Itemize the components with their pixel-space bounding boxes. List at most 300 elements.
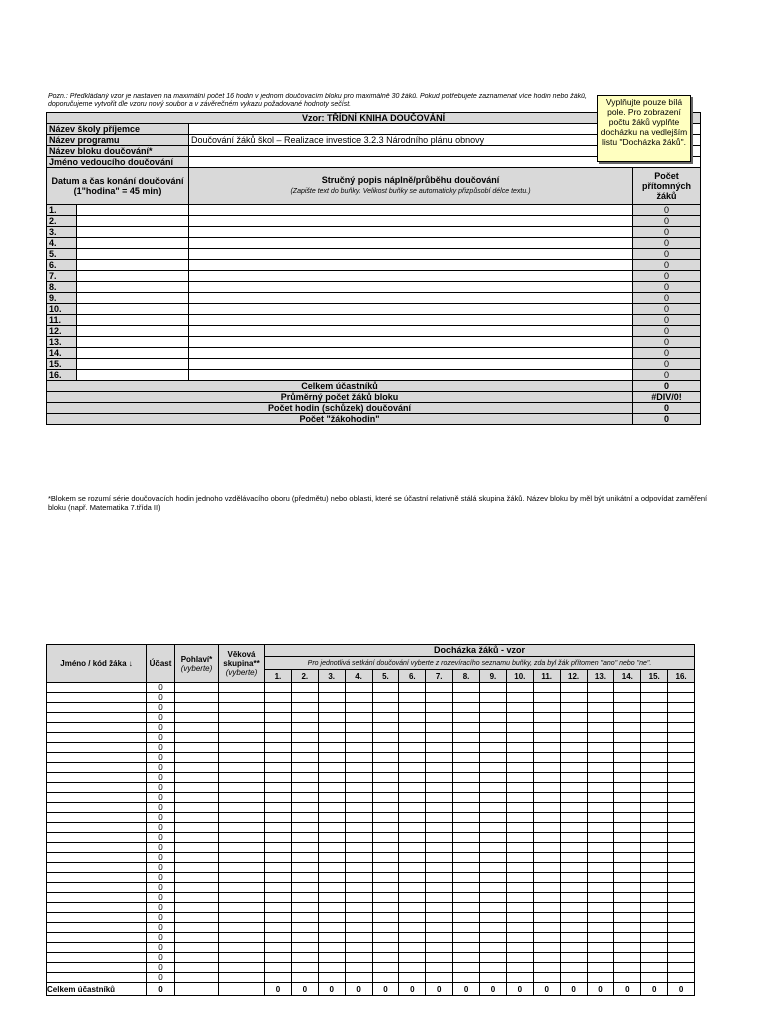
attendance-cell[interactable] xyxy=(587,843,614,853)
student-name-input[interactable] xyxy=(47,743,147,753)
date-input[interactable] xyxy=(77,337,189,348)
attendance-cell[interactable] xyxy=(399,863,426,873)
student-name-input[interactable] xyxy=(47,783,147,793)
attendance-cell[interactable] xyxy=(587,753,614,763)
attendance-cell[interactable] xyxy=(560,803,587,813)
attendance-cell[interactable] xyxy=(480,703,507,713)
attendance-cell[interactable] xyxy=(265,903,292,913)
attendance-cell[interactable] xyxy=(372,723,399,733)
attendance-cell[interactable] xyxy=(506,823,533,833)
description-input[interactable] xyxy=(189,293,633,304)
attendance-cell[interactable] xyxy=(641,953,668,963)
attendance-cell[interactable] xyxy=(345,843,372,853)
attendance-cell[interactable] xyxy=(641,943,668,953)
vek-select[interactable] xyxy=(219,813,265,823)
attendance-cell[interactable] xyxy=(641,873,668,883)
attendance-cell[interactable] xyxy=(506,743,533,753)
attendance-cell[interactable] xyxy=(318,903,345,913)
attendance-cell[interactable] xyxy=(291,933,318,943)
attendance-cell[interactable] xyxy=(453,703,480,713)
attendance-cell[interactable] xyxy=(426,773,453,783)
attendance-cell[interactable] xyxy=(533,723,560,733)
attendance-cell[interactable] xyxy=(399,743,426,753)
attendance-cell[interactable] xyxy=(426,933,453,943)
attendance-cell[interactable] xyxy=(641,733,668,743)
attendance-cell[interactable] xyxy=(614,823,641,833)
vek-select[interactable] xyxy=(219,843,265,853)
attendance-cell[interactable] xyxy=(560,713,587,723)
attendance-cell[interactable] xyxy=(426,763,453,773)
attendance-cell[interactable] xyxy=(372,823,399,833)
attendance-cell[interactable] xyxy=(426,853,453,863)
attendance-cell[interactable] xyxy=(318,703,345,713)
attendance-cell[interactable] xyxy=(372,743,399,753)
attendance-cell[interactable] xyxy=(668,943,695,953)
attendance-cell[interactable] xyxy=(480,973,507,983)
field-value-input[interactable]: Doučování žáků škol – Realizace investice 3.2.3 Národního plánu obnovy xyxy=(189,135,701,146)
pohlavi-select[interactable] xyxy=(175,933,219,943)
attendance-cell[interactable] xyxy=(265,733,292,743)
description-input[interactable] xyxy=(189,326,633,337)
attendance-cell[interactable] xyxy=(318,963,345,973)
attendance-cell[interactable] xyxy=(533,743,560,753)
attendance-cell[interactable] xyxy=(318,973,345,983)
attendance-cell[interactable] xyxy=(560,703,587,713)
pohlavi-select[interactable] xyxy=(175,853,219,863)
attendance-cell[interactable] xyxy=(291,943,318,953)
attendance-cell[interactable] xyxy=(641,743,668,753)
attendance-cell[interactable] xyxy=(453,963,480,973)
attendance-cell[interactable] xyxy=(399,843,426,853)
attendance-cell[interactable] xyxy=(533,953,560,963)
attendance-cell[interactable] xyxy=(453,903,480,913)
attendance-cell[interactable] xyxy=(614,803,641,813)
attendance-cell[interactable] xyxy=(614,733,641,743)
attendance-cell[interactable] xyxy=(641,913,668,923)
attendance-cell[interactable] xyxy=(614,873,641,883)
attendance-cell[interactable] xyxy=(560,873,587,883)
attendance-cell[interactable] xyxy=(480,783,507,793)
date-input[interactable] xyxy=(77,326,189,337)
attendance-cell[interactable] xyxy=(560,913,587,923)
attendance-cell[interactable] xyxy=(345,863,372,873)
pohlavi-select[interactable] xyxy=(175,883,219,893)
attendance-cell[interactable] xyxy=(453,913,480,923)
attendance-cell[interactable] xyxy=(318,923,345,933)
student-name-input[interactable] xyxy=(47,863,147,873)
description-input[interactable] xyxy=(189,315,633,326)
vek-select[interactable] xyxy=(219,903,265,913)
attendance-cell[interactable] xyxy=(372,763,399,773)
attendance-cell[interactable] xyxy=(587,723,614,733)
attendance-cell[interactable] xyxy=(426,913,453,923)
attendance-cell[interactable] xyxy=(453,763,480,773)
attendance-cell[interactable] xyxy=(345,943,372,953)
vek-select[interactable] xyxy=(219,943,265,953)
attendance-cell[interactable] xyxy=(560,773,587,783)
vek-select[interactable] xyxy=(219,893,265,903)
attendance-cell[interactable] xyxy=(399,793,426,803)
attendance-cell[interactable] xyxy=(399,683,426,693)
attendance-cell[interactable] xyxy=(345,913,372,923)
date-input[interactable] xyxy=(77,304,189,315)
attendance-cell[interactable] xyxy=(506,713,533,723)
attendance-cell[interactable] xyxy=(453,723,480,733)
attendance-cell[interactable] xyxy=(480,793,507,803)
attendance-cell[interactable] xyxy=(372,773,399,783)
vek-select[interactable] xyxy=(219,773,265,783)
date-input[interactable] xyxy=(77,348,189,359)
attendance-cell[interactable] xyxy=(265,793,292,803)
attendance-cell[interactable] xyxy=(533,853,560,863)
attendance-cell[interactable] xyxy=(480,803,507,813)
attendance-cell[interactable] xyxy=(318,693,345,703)
attendance-cell[interactable] xyxy=(372,843,399,853)
attendance-cell[interactable] xyxy=(587,833,614,843)
attendance-cell[interactable] xyxy=(372,713,399,723)
attendance-cell[interactable] xyxy=(426,793,453,803)
pohlavi-select[interactable] xyxy=(175,773,219,783)
attendance-cell[interactable] xyxy=(641,903,668,913)
vek-select[interactable] xyxy=(219,873,265,883)
attendance-cell[interactable] xyxy=(480,923,507,933)
attendance-cell[interactable] xyxy=(372,963,399,973)
student-name-input[interactable] xyxy=(47,953,147,963)
attendance-cell[interactable] xyxy=(265,863,292,873)
pohlavi-select[interactable] xyxy=(175,863,219,873)
attendance-cell[interactable] xyxy=(399,803,426,813)
vek-select[interactable] xyxy=(219,803,265,813)
student-name-input[interactable] xyxy=(47,833,147,843)
attendance-cell[interactable] xyxy=(668,813,695,823)
attendance-cell[interactable] xyxy=(506,963,533,973)
date-input[interactable] xyxy=(77,205,189,216)
attendance-cell[interactable] xyxy=(641,703,668,713)
attendance-cell[interactable] xyxy=(318,863,345,873)
attendance-cell[interactable] xyxy=(291,813,318,823)
attendance-cell[interactable] xyxy=(560,823,587,833)
attendance-cell[interactable] xyxy=(372,933,399,943)
attendance-cell[interactable] xyxy=(453,833,480,843)
pohlavi-select[interactable] xyxy=(175,943,219,953)
attendance-cell[interactable] xyxy=(265,893,292,903)
attendance-cell[interactable] xyxy=(426,833,453,843)
attendance-cell[interactable] xyxy=(506,753,533,763)
vek-select[interactable] xyxy=(219,683,265,693)
attendance-cell[interactable] xyxy=(345,853,372,863)
vek-select[interactable] xyxy=(219,793,265,803)
attendance-cell[interactable] xyxy=(587,793,614,803)
attendance-cell[interactable] xyxy=(614,943,641,953)
attendance-cell[interactable] xyxy=(318,873,345,883)
attendance-cell[interactable] xyxy=(426,713,453,723)
attendance-cell[interactable] xyxy=(560,743,587,753)
attendance-cell[interactable] xyxy=(587,693,614,703)
attendance-cell[interactable] xyxy=(372,703,399,713)
attendance-cell[interactable] xyxy=(291,683,318,693)
student-name-input[interactable] xyxy=(47,803,147,813)
attendance-cell[interactable] xyxy=(560,783,587,793)
student-name-input[interactable] xyxy=(47,773,147,783)
attendance-cell[interactable] xyxy=(399,883,426,893)
pohlavi-select[interactable] xyxy=(175,913,219,923)
pohlavi-select[interactable] xyxy=(175,923,219,933)
attendance-cell[interactable] xyxy=(265,783,292,793)
attendance-cell[interactable] xyxy=(265,963,292,973)
attendance-cell[interactable] xyxy=(318,753,345,763)
date-input[interactable] xyxy=(77,282,189,293)
vek-select[interactable] xyxy=(219,763,265,773)
attendance-cell[interactable] xyxy=(506,843,533,853)
pohlavi-select[interactable] xyxy=(175,743,219,753)
attendance-cell[interactable] xyxy=(560,843,587,853)
pohlavi-select[interactable] xyxy=(175,693,219,703)
attendance-cell[interactable] xyxy=(399,943,426,953)
attendance-cell[interactable] xyxy=(372,683,399,693)
description-input[interactable] xyxy=(189,271,633,282)
attendance-cell[interactable] xyxy=(265,943,292,953)
attendance-cell[interactable] xyxy=(372,873,399,883)
attendance-cell[interactable] xyxy=(480,963,507,973)
attendance-cell[interactable] xyxy=(318,763,345,773)
attendance-cell[interactable] xyxy=(372,753,399,763)
attendance-cell[interactable] xyxy=(506,863,533,873)
attendance-cell[interactable] xyxy=(345,773,372,783)
attendance-cell[interactable] xyxy=(291,853,318,863)
attendance-cell[interactable] xyxy=(668,873,695,883)
student-name-input[interactable] xyxy=(47,763,147,773)
attendance-cell[interactable] xyxy=(291,953,318,963)
attendance-cell[interactable] xyxy=(480,683,507,693)
attendance-cell[interactable] xyxy=(345,743,372,753)
attendance-cell[interactable] xyxy=(480,713,507,723)
attendance-cell[interactable] xyxy=(533,843,560,853)
student-name-input[interactable] xyxy=(47,693,147,703)
pohlavi-select[interactable] xyxy=(175,893,219,903)
attendance-cell[interactable] xyxy=(614,853,641,863)
attendance-cell[interactable] xyxy=(318,913,345,923)
attendance-cell[interactable] xyxy=(291,773,318,783)
attendance-cell[interactable] xyxy=(399,723,426,733)
attendance-cell[interactable] xyxy=(372,923,399,933)
attendance-cell[interactable] xyxy=(453,873,480,883)
attendance-cell[interactable] xyxy=(345,733,372,743)
attendance-cell[interactable] xyxy=(318,893,345,903)
attendance-cell[interactable] xyxy=(372,953,399,963)
attendance-cell[interactable] xyxy=(426,733,453,743)
attendance-cell[interactable] xyxy=(533,713,560,723)
attendance-cell[interactable] xyxy=(426,783,453,793)
attendance-cell[interactable] xyxy=(453,863,480,873)
attendance-cell[interactable] xyxy=(265,703,292,713)
vek-select[interactable] xyxy=(219,783,265,793)
attendance-cell[interactable] xyxy=(533,933,560,943)
attendance-cell[interactable] xyxy=(480,913,507,923)
attendance-cell[interactable] xyxy=(560,893,587,903)
attendance-cell[interactable] xyxy=(480,953,507,963)
attendance-cell[interactable] xyxy=(480,723,507,733)
attendance-cell[interactable] xyxy=(668,953,695,963)
attendance-cell[interactable] xyxy=(587,973,614,983)
attendance-cell[interactable] xyxy=(426,703,453,713)
attendance-cell[interactable] xyxy=(614,713,641,723)
attendance-cell[interactable] xyxy=(291,713,318,723)
attendance-cell[interactable] xyxy=(533,763,560,773)
attendance-cell[interactable] xyxy=(291,863,318,873)
attendance-cell[interactable] xyxy=(318,783,345,793)
attendance-cell[interactable] xyxy=(587,783,614,793)
attendance-cell[interactable] xyxy=(587,803,614,813)
attendance-cell[interactable] xyxy=(265,743,292,753)
attendance-cell[interactable] xyxy=(318,713,345,723)
attendance-cell[interactable] xyxy=(453,973,480,983)
attendance-cell[interactable] xyxy=(453,823,480,833)
attendance-cell[interactable] xyxy=(587,963,614,973)
attendance-cell[interactable] xyxy=(641,783,668,793)
attendance-cell[interactable] xyxy=(345,813,372,823)
attendance-cell[interactable] xyxy=(291,873,318,883)
attendance-cell[interactable] xyxy=(533,863,560,873)
attendance-cell[interactable] xyxy=(506,693,533,703)
attendance-cell[interactable] xyxy=(641,683,668,693)
attendance-cell[interactable] xyxy=(614,763,641,773)
pohlavi-select[interactable] xyxy=(175,803,219,813)
attendance-cell[interactable] xyxy=(533,733,560,743)
attendance-cell[interactable] xyxy=(265,713,292,723)
attendance-cell[interactable] xyxy=(399,833,426,843)
attendance-cell[interactable] xyxy=(426,973,453,983)
attendance-cell[interactable] xyxy=(480,843,507,853)
pohlavi-select[interactable] xyxy=(175,823,219,833)
attendance-cell[interactable] xyxy=(668,703,695,713)
attendance-cell[interactable] xyxy=(506,973,533,983)
attendance-cell[interactable] xyxy=(265,813,292,823)
attendance-cell[interactable] xyxy=(668,723,695,733)
attendance-cell[interactable] xyxy=(641,803,668,813)
attendance-cell[interactable] xyxy=(345,823,372,833)
attendance-cell[interactable] xyxy=(318,683,345,693)
pohlavi-select[interactable] xyxy=(175,763,219,773)
attendance-cell[interactable] xyxy=(372,943,399,953)
attendance-cell[interactable] xyxy=(345,683,372,693)
attendance-cell[interactable] xyxy=(587,773,614,783)
attendance-cell[interactable] xyxy=(265,933,292,943)
attendance-cell[interactable] xyxy=(426,843,453,853)
attendance-cell[interactable] xyxy=(668,693,695,703)
attendance-cell[interactable] xyxy=(480,853,507,863)
attendance-cell[interactable] xyxy=(668,743,695,753)
attendance-cell[interactable] xyxy=(345,713,372,723)
attendance-cell[interactable] xyxy=(318,823,345,833)
attendance-cell[interactable] xyxy=(614,753,641,763)
attendance-cell[interactable] xyxy=(399,713,426,723)
attendance-cell[interactable] xyxy=(641,853,668,863)
attendance-cell[interactable] xyxy=(641,923,668,933)
attendance-cell[interactable] xyxy=(453,683,480,693)
attendance-cell[interactable] xyxy=(587,703,614,713)
vek-select[interactable] xyxy=(219,853,265,863)
attendance-cell[interactable] xyxy=(533,753,560,763)
attendance-cell[interactable] xyxy=(641,693,668,703)
attendance-cell[interactable] xyxy=(345,793,372,803)
attendance-cell[interactable] xyxy=(560,923,587,933)
attendance-cell[interactable] xyxy=(318,833,345,843)
vek-select[interactable] xyxy=(219,973,265,983)
description-input[interactable] xyxy=(189,216,633,227)
attendance-cell[interactable] xyxy=(641,763,668,773)
attendance-cell[interactable] xyxy=(587,863,614,873)
attendance-cell[interactable] xyxy=(560,753,587,763)
attendance-cell[interactable] xyxy=(372,733,399,743)
attendance-cell[interactable] xyxy=(399,923,426,933)
attendance-cell[interactable] xyxy=(506,953,533,963)
vek-select[interactable] xyxy=(219,703,265,713)
attendance-cell[interactable] xyxy=(372,903,399,913)
vek-select[interactable] xyxy=(219,713,265,723)
attendance-cell[interactable] xyxy=(426,753,453,763)
attendance-cell[interactable] xyxy=(265,923,292,933)
vek-select[interactable] xyxy=(219,913,265,923)
attendance-cell[interactable] xyxy=(345,893,372,903)
attendance-cell[interactable] xyxy=(345,903,372,913)
student-name-input[interactable] xyxy=(47,883,147,893)
attendance-cell[interactable] xyxy=(587,953,614,963)
description-input[interactable] xyxy=(189,337,633,348)
attendance-cell[interactable] xyxy=(345,873,372,883)
attendance-cell[interactable] xyxy=(399,703,426,713)
attendance-cell[interactable] xyxy=(533,803,560,813)
attendance-cell[interactable] xyxy=(453,783,480,793)
attendance-cell[interactable] xyxy=(614,953,641,963)
vek-select[interactable] xyxy=(219,693,265,703)
pohlavi-select[interactable] xyxy=(175,873,219,883)
date-input[interactable] xyxy=(77,293,189,304)
attendance-cell[interactable] xyxy=(641,793,668,803)
attendance-cell[interactable] xyxy=(587,893,614,903)
attendance-cell[interactable] xyxy=(480,883,507,893)
attendance-cell[interactable] xyxy=(506,793,533,803)
attendance-cell[interactable] xyxy=(318,853,345,863)
attendance-cell[interactable] xyxy=(426,923,453,933)
attendance-cell[interactable] xyxy=(668,773,695,783)
attendance-cell[interactable] xyxy=(265,883,292,893)
attendance-cell[interactable] xyxy=(345,763,372,773)
attendance-cell[interactable] xyxy=(560,883,587,893)
description-input[interactable] xyxy=(189,304,633,315)
attendance-cell[interactable] xyxy=(560,763,587,773)
attendance-cell[interactable] xyxy=(480,813,507,823)
attendance-cell[interactable] xyxy=(668,853,695,863)
attendance-cell[interactable] xyxy=(506,783,533,793)
attendance-cell[interactable] xyxy=(587,733,614,743)
attendance-cell[interactable] xyxy=(453,853,480,863)
attendance-cell[interactable] xyxy=(587,823,614,833)
attendance-cell[interactable] xyxy=(506,873,533,883)
attendance-cell[interactable] xyxy=(560,863,587,873)
attendance-cell[interactable] xyxy=(533,963,560,973)
attendance-cell[interactable] xyxy=(453,713,480,723)
attendance-cell[interactable] xyxy=(506,933,533,943)
student-name-input[interactable] xyxy=(47,733,147,743)
attendance-cell[interactable] xyxy=(345,883,372,893)
attendance-cell[interactable] xyxy=(372,973,399,983)
attendance-cell[interactable] xyxy=(399,753,426,763)
attendance-cell[interactable] xyxy=(506,763,533,773)
attendance-cell[interactable] xyxy=(506,703,533,713)
attendance-cell[interactable] xyxy=(399,873,426,883)
date-input[interactable] xyxy=(77,249,189,260)
vek-select[interactable] xyxy=(219,733,265,743)
